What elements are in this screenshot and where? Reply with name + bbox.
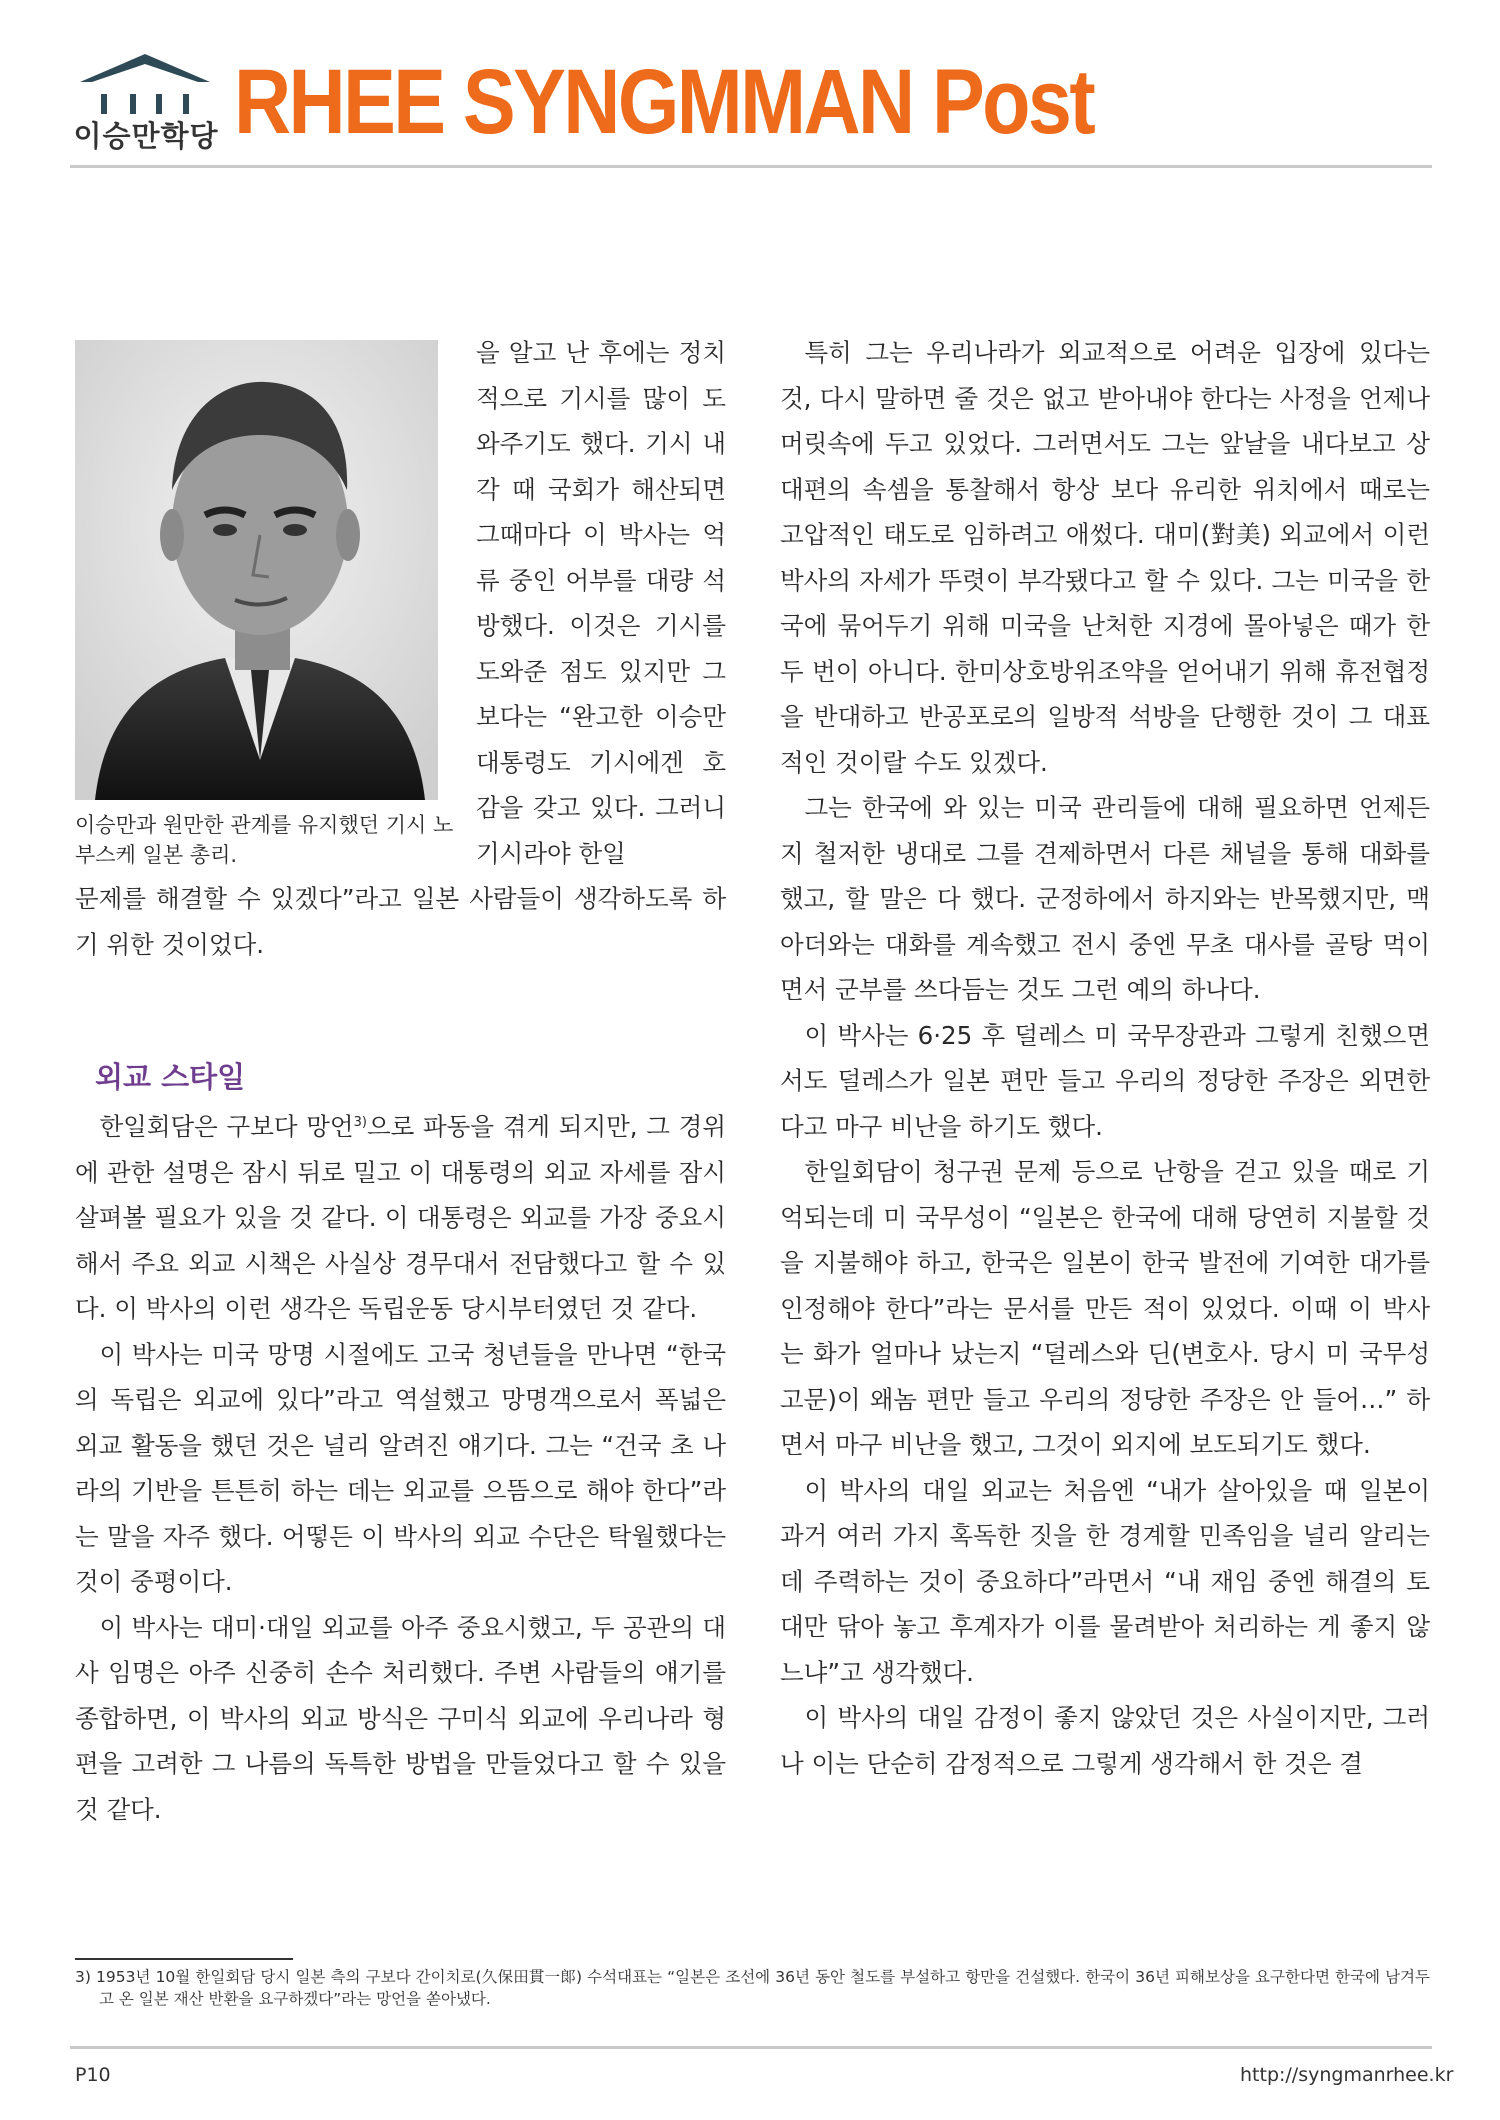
- footer-divider: [70, 2046, 1432, 2049]
- paragraph-text: 한일회담은 구보다 망언: [99, 1112, 354, 1142]
- section-heading: 외교 스타일: [95, 1060, 246, 1094]
- header-divider: [70, 165, 1432, 168]
- paragraph: [75, 1100, 726, 1332]
- paragraph: 이 박사의 대일 감정이 좋지 않았던 것은 사실이지만, 그러나 이는 단순히 감정적으로 그렇게 생각해서 한 것은 결: [780, 1703, 1430, 1778]
- paragraph: 그는 한국에 와 있는 미국 관리들에 대해 필요하면 언제든지 철저한 냉대로 그를 견제하면서 다른 채널을 통해 대화를 했고, 할 말은 다 했다. 군정하에서 하지와는 반목했지만, 맥아더와는 대화를 계속했고 전시 중엔 무초 대사를 골탕 먹이면서 군부를 쓰다듬는 것도 그런 예의 하나다.: [780, 793, 1430, 1004]
- masthead-title: RHEE SYNGMMAN Post: [234, 51, 1094, 153]
- house-icon: [70, 50, 220, 120]
- footnote-ref: 3): [353, 1115, 367, 1130]
- wrapped-paragraph-continued: 문제를 해결할 수 있겠다”라고 일본 사람들이 생각하도록 하기 위한 것이었다.: [75, 884, 726, 959]
- footnote: 3) 1953년 10월 한일회담 당시 일본 측의 구보다 간이치로(久保田貫一郞) 수석대표는 “일본은 조선에 36년 동안 철도를 부설하고 항만을 건설했다. 한국이 36년 피해보상을 요구한다면 한국에 남겨두고 온 일본 재산 반환을 요구하겠다”라는 망언을 쏟아냈다.: [75, 1968, 1430, 2008]
- paragraph: 이 박사는 대미·대일 외교를 아주 중요시했고, 두 공관의 대사 임명은 아주 신중히 손수 처리했다. 주변 사람들의 얘기를 종합하면, 이 박사의 외교 방식은 구미식 외교에 우리나라 형편을 고려한 그 나름의 독특한 방법을 만들었다고 할 수 있을 것 같다.: [75, 1612, 726, 1824]
- paragraph: 한일회담이 청구권 문제 등으로 난항을 걷고 있을 때로 기억되는데 미 국무성이 “일본은 한국에 대해 당연히 지불할 것을 지불해야 하고, 한국은 일본이 한국 발전에 기여한 대가를 인정해야 한다”라는 문서를 만든 적이 있었다. 이때 이 박사는 화가 얼마나 났는지 “덜레스와 딘(변호사. 당시 미 국무성 고문)이 왜놈 편만 들고 우리의 정당한 주장은 안 들어…” 하면서 마구 비난을 했고, 그것이 외지에 보도되기도 했다.: [780, 1157, 1430, 1459]
- site-url: http://syngmanrhee.kr: [1240, 2064, 1454, 2086]
- page-number: P10: [75, 2064, 111, 2086]
- footnote-divider: [75, 1958, 293, 1960]
- photo-caption: 이승만과 원만한 관계를 유지했던 기시 노부스케 일본 총리.: [75, 813, 454, 867]
- logo-text: 이승만학당: [73, 119, 219, 153]
- right-column: [780, 330, 1430, 1786]
- wrapped-paragraph: 을 알고 난 후에는 정치적으로 기시를 많이 도와주기도 했다. 기시 내각 때 국회가 해산되면 그때마다 이 박사는 억류 중인 어부를 대량 석방했다. 이것은 기시를 도와준 점도 있지만 그보다는 “완고한 이승만 대통령도 기시에겐 호감을 갖고 있다. 그러니 기시라야 한일: [476, 338, 726, 868]
- paragraph: 이 박사의 대일 외교는 처음엔 “내가 살아있을 때 일본이 과거 여러 가지 혹독한 짓을 한 경계할 민족임을 널리 알리는데 주력하는 것이 중요하다”라면서 “내 재임 중엔 해결의 토대만 닦아 놓고 후계자가 이를 물려받아 처리하는 게 좋지 않느냐”고 생각했다.: [780, 1475, 1430, 1687]
- paragraph: 특히 그는 우리나라가 외교적으로 어려운 입장에 있다는 것, 다시 말하면 줄 것은 없고 받아내야 한다는 사정을 언제나 머릿속에 두고 있었다. 그러면서도 그는 앞날을 내다보고 상대편의 속셈을 통찰해서 항상 보다 유리한 위치에서 때로는 고압적인 태도로 임하려고 애썼다. 대미(對美) 외교에서 이런 박사의 자세가 뚜렷이 부각됐다고 할 수 있다. 그는 미국을 한국에 묶어두기 위해 미국을 난처한 지경에 몰아넣은 때가 한두 번이 아니다. 한미상호방위조약을 얻어내기 위해 휴전협정을 반대하고 반공포로의 일방적 석방을 단행한 것이 그 대표적인 것이랄 수도 있겠다.: [780, 338, 1430, 777]
- portrait-photo: [75, 340, 438, 800]
- paragraph: 이 박사는 미국 망명 시절에도 고국 청년들을 만나면 “한국의 독립은 외교에 있다”라고 역설했고 망명객으로서 폭넓은 외교 활동을 했던 것은 널리 알려진 얘기다. 그는 “건국 초 나라의 기반을 튼튼히 하는 데는 외교를 으뜸으로 해야 한다”라는 말을 자주 했다. 어떻든 이 박사의 외교 수단은 탁월했다는 것이 중평이다.: [75, 1339, 726, 1597]
- paragraph-text: 으로 파동을 겪게 되지만, 그 경위에 관한 설명은 잠시 뒤로 밀고 이 대통령의 외교 자세를 잠시 살펴볼 필요가 있을 것 같다. 이 대통령은 외교를 가장 중요시해서 주요 외교 시책은 사실상 경무대서 전담했다고 할 수 있다. 이 박사의 이런 생각은 독립운동 당시부터였던 것 같다.: [75, 1112, 726, 1324]
- paragraph: 이 박사는 6·25 후 덜레스 미 국무장관과 그렇게 친했으면서도 덜레스가 일본 편만 들고 우리의 정당한 주장은 외면한다고 마구 비난을 하기도 했다.: [780, 1020, 1430, 1141]
- left-column: [75, 1100, 726, 1832]
